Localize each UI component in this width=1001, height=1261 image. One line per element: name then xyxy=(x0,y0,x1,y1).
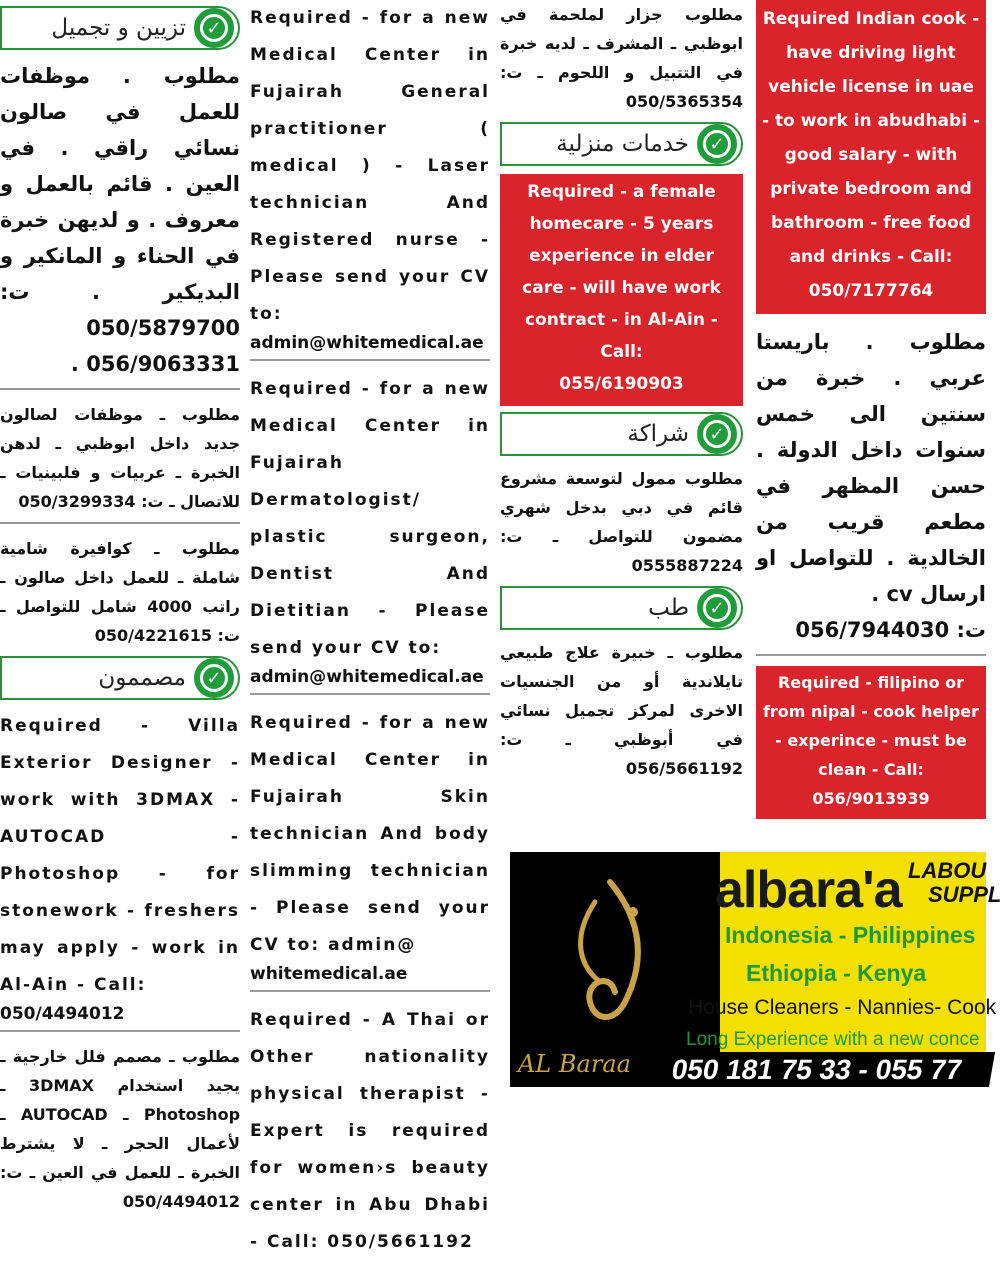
classified-ad: Required - for a new Medical Center in Fujairah General practitioner ( medical ) - Laser technician And Registered nurse - Please send your CV to: xyxy=(250,8,490,324)
divider xyxy=(250,693,490,695)
ad-countries: Ethiopia - Kenya xyxy=(746,960,927,986)
section-title: مصممون xyxy=(98,665,186,691)
classified-ad: Required - for a new Medical Center in Fujairah Dermatologist/ plastic surgeon, Dentist And Dietitian - Please send your CV to: xyxy=(250,379,490,658)
calligraphy-logo-icon xyxy=(555,872,665,1032)
ad-text: Required - a female homecare - 5 years experience in elder care - will have work contract - in Al-Ain - Call: xyxy=(522,182,721,362)
classified-ad: مطلوب ممول لتوسعة مشروع قائم في دبي بدخل شهري مضمون للتواصل ـ ت: 0555887224 xyxy=(500,469,743,575)
ad-text: Required - filipino or from nipal - cook helper - experince - must be clean - Call: xyxy=(762,673,980,779)
divider xyxy=(250,990,490,992)
classified-ad: Required - Villa Exterior Designer - work with 3DMAX - AUTOCAD - Photoshop - for stonework - freshers may apply - work in Al-Ain - Call: xyxy=(0,716,240,995)
classified-ad: مطلوب ـ موظفات لصالون جديد داخل ابوظبي ـ لدهن الخبرة ـ عربيات و فلبينيات ـ للاتصال ـ ت: 050/3299334 xyxy=(0,405,240,511)
email-address: admin@whitemedical.ae xyxy=(250,667,484,687)
phone-number: 050/7177764 xyxy=(808,281,934,301)
brand-subtitle: SUPPL xyxy=(928,882,1001,907)
column-2 xyxy=(250,0,490,1261)
divider xyxy=(0,388,240,390)
section-title: طب xyxy=(648,595,689,621)
ad-countries: Indonesia - Philippines xyxy=(725,922,976,948)
section-title: تزيين و تجميل xyxy=(51,15,186,41)
classified-ad: Required - A Thai or Other nationality physical therapist - Expert is required for women›s beauty center in Abu Dhabi - Call: 050/5661192 xyxy=(250,1010,490,1252)
classified-ad: مطلوب ـ مصمم فلل خارجية ـ يجيد استخدام 3DMAX ـ Photoshop ـ AUTOCAD ـ لأعمال الحجر ـ لا يشترط الخبرة ـ للعمل في العين ـ ت: 050/4494012 xyxy=(0,1047,241,1211)
phone-number: 056/9013939 xyxy=(812,789,930,808)
classified-ad: Required - for a new Medical Center in Fujairah Skin technician And body slimming technician - Please send your CV to: admin@ xyxy=(250,713,490,955)
divider xyxy=(0,1030,240,1032)
email-address: whitemedical.ae xyxy=(250,964,408,984)
classified-ad: مطلوب ـ كوافيرة شامية شاملة ـ للعمل داخل صالون ـ راتب 4000 شامل للتواصل ـ ت: 050/4221615 xyxy=(0,539,240,645)
column-1 xyxy=(0,0,240,1216)
circled-checkmark-icon: ✓ xyxy=(697,588,737,628)
logo-text: AL Baraa xyxy=(518,1050,631,1078)
phone-number: 055/6190903 xyxy=(559,374,684,394)
ad-services: House Cleaners - Nannies- Cook xyxy=(688,996,997,1019)
highlighted-ad xyxy=(756,666,986,819)
circled-checkmark-icon: ✓ xyxy=(194,8,234,48)
brand-name: albara'a xyxy=(715,861,902,919)
section-header-medical xyxy=(500,586,743,630)
phone-number: ت: 056/7944030 xyxy=(795,618,986,642)
section-header-home-services xyxy=(500,122,743,166)
circled-checkmark-icon: ✓ xyxy=(697,414,737,454)
circled-checkmark-icon: ✓ xyxy=(194,658,234,698)
section-title: خدمات منزلية xyxy=(556,131,689,157)
classified-ad: مطلوب . موظفات للعمل في صالون نسائي راقي . في العين . قائم بالعمل و معروف . و لديهن خبرة في الحناء و المانكير و البديكير . ت: 050/5879700 056/9063331 . xyxy=(0,64,240,376)
divider xyxy=(756,654,986,656)
highlighted-ad xyxy=(500,174,743,406)
circled-checkmark-icon: ✓ xyxy=(697,124,737,164)
highlighted-ad xyxy=(756,0,986,314)
section-header-partnership xyxy=(500,412,743,456)
email-address: admin@whitemedical.ae xyxy=(250,333,484,353)
classified-ad: مطلوب . باريستا عربي . خبرة من سنتين الى خمس سنوات داخل الدولة . حسن المظهر في مطعم قريب من الخالدية . للتواصل او ارسال cv . xyxy=(756,330,986,606)
phone-number: 050/4494012 xyxy=(0,1004,125,1024)
brand-subtitle: LABOU xyxy=(908,858,987,883)
ad-phone-number: 050 181 75 33 - 055 77 xyxy=(659,1052,995,1087)
divider xyxy=(0,522,240,524)
column-3 xyxy=(500,0,743,783)
ad-tagline: Long Experience with a new conce xyxy=(686,1029,980,1050)
section-header-beauty xyxy=(0,6,240,50)
ad-text: Required Indian cook - have driving light vehicle license in uae - to work in abudhabi - good salary - with private bedroom and bathroom - free food and drinks - Call: xyxy=(762,9,980,267)
divider xyxy=(250,359,490,361)
classified-ad: مطلوب جزار لملحمة في ابوظبي ـ المشرف ـ لديه خبرة في التتبيل و اللحوم ـ ت: 050/5365354 xyxy=(500,5,743,111)
classified-ad: مطلوب ـ خبيرة علاج طبيعي تايلاندية أو من الجنسيات الاخرى لمركز تجميل نسائي في أبوظبي ـ ت: 056/5661192 xyxy=(500,643,743,778)
section-header-designers xyxy=(0,656,240,700)
column-4 xyxy=(756,0,986,819)
display-advertisement xyxy=(510,852,1001,1087)
section-title: شراكة xyxy=(627,421,689,447)
